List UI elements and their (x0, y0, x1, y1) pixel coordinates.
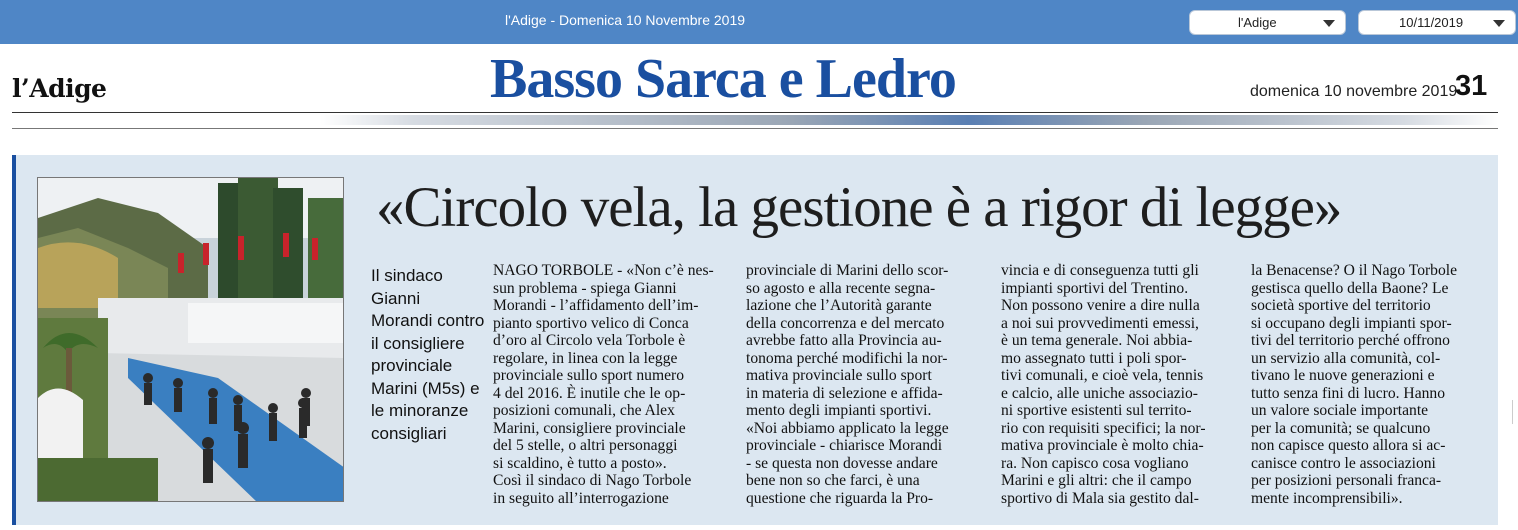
header-rule (12, 112, 1498, 113)
article-column-2: provinciale di Marini dello scor- so agosto e alla recente segna- lazione che l’Autorità garante della concorrenza e del mercato avrebbe fatto alla Provincia au- tonoma perché modifichi la nor- mativa provinciale sullo sport in materia di selezione e affida- mento degli impianti sportivi. «Noi abbiamo applicato la legge provinciale - chiarisce Morandi - se questa non dovesse andare bene non so che farci, è una questione che riguarda la Pro- (746, 262, 949, 507)
page-number: 31 (1455, 70, 1488, 102)
article-column-4: la Benacense? O il Nago Torbole gestisca quello della Baone? Le società sportive del territorio si occupano degli impianti spor- tivi del territorio perché offrono un servizio alla comunità, col- tivano le nuove generazioni e tutto senza fini di lucro. Hanno un valore sociale importante per la comunità; se qualcuno non capisce questo allora si ac- canisce contro le associazioni per posizioni personali franca- mente incomprensibili». (1251, 262, 1458, 507)
date-select-value: 10/11/2019 (1399, 15, 1464, 30)
article-column-1: NAGO TORBOLE - «Non c’è nes- sun problema - spiega Gianni Morandi - l’affidamento dell’im- pianto sportivo velico di Conca d’oro al Circolo vela Torbole è regolare, in linea con la legge provinciale sullo sport numero 4 del 2016. È inutile che le op- posizioni comunali, che Alex Marini, consigliere provinciale del 5 stelle, o altri personaggi si scaldino, è tutto a posto». Così il sindaco di Nago Torbole in seguito all’interrogazione (493, 262, 714, 507)
sailing-club-photo (38, 178, 344, 502)
article (12, 155, 1498, 525)
newspaper-select[interactable] (1189, 10, 1346, 35)
article-column-3: vincia e di conseguenza tutti gli impianti sportivi del Trentino. Non possono venire a dire nulla a noi sui provvedimenti emessi, è un tema generale. Noi abbia- mo assegnato tutti i poli spor- tivi comunali, e cioè vela, tennis e calcio, alle uniche associazio- ni sportive esistenti sul territo- rio con requisiti specifici; la nor- mativa provinciale è molto chia- ra. Non capisco cosa vogliano Marini e gli altri: che il campo sportivo di Mala sia gestito dal- (1001, 262, 1206, 507)
page-date: domenica 10 novembre 2019 (1250, 83, 1458, 100)
section-title: Basso Sarca e Ledro (490, 48, 956, 110)
header-rule-bottom (12, 128, 1498, 129)
top-toolbar (0, 0, 1518, 44)
header-band (320, 115, 1498, 125)
article-photo (37, 177, 344, 502)
newspaper-masthead: l’Adige (12, 74, 107, 103)
scrollbar-handle[interactable] (1512, 400, 1518, 424)
newspaper-select-value: l'Adige (1238, 15, 1277, 30)
article-summary: Il sindaco Gianni Morandi contro il consigliere provinciale Marini (M5s) e le minoranze consigliari (371, 266, 485, 443)
chevron-down-icon (1493, 20, 1505, 27)
edition-title: l'Adige - Domenica 10 Novembre 2019 (505, 12, 746, 28)
date-select[interactable] (1358, 10, 1516, 35)
article-headline: «Circolo vela, la gestione è a rigor di legge» (376, 176, 1342, 239)
chevron-down-icon (1323, 20, 1335, 27)
